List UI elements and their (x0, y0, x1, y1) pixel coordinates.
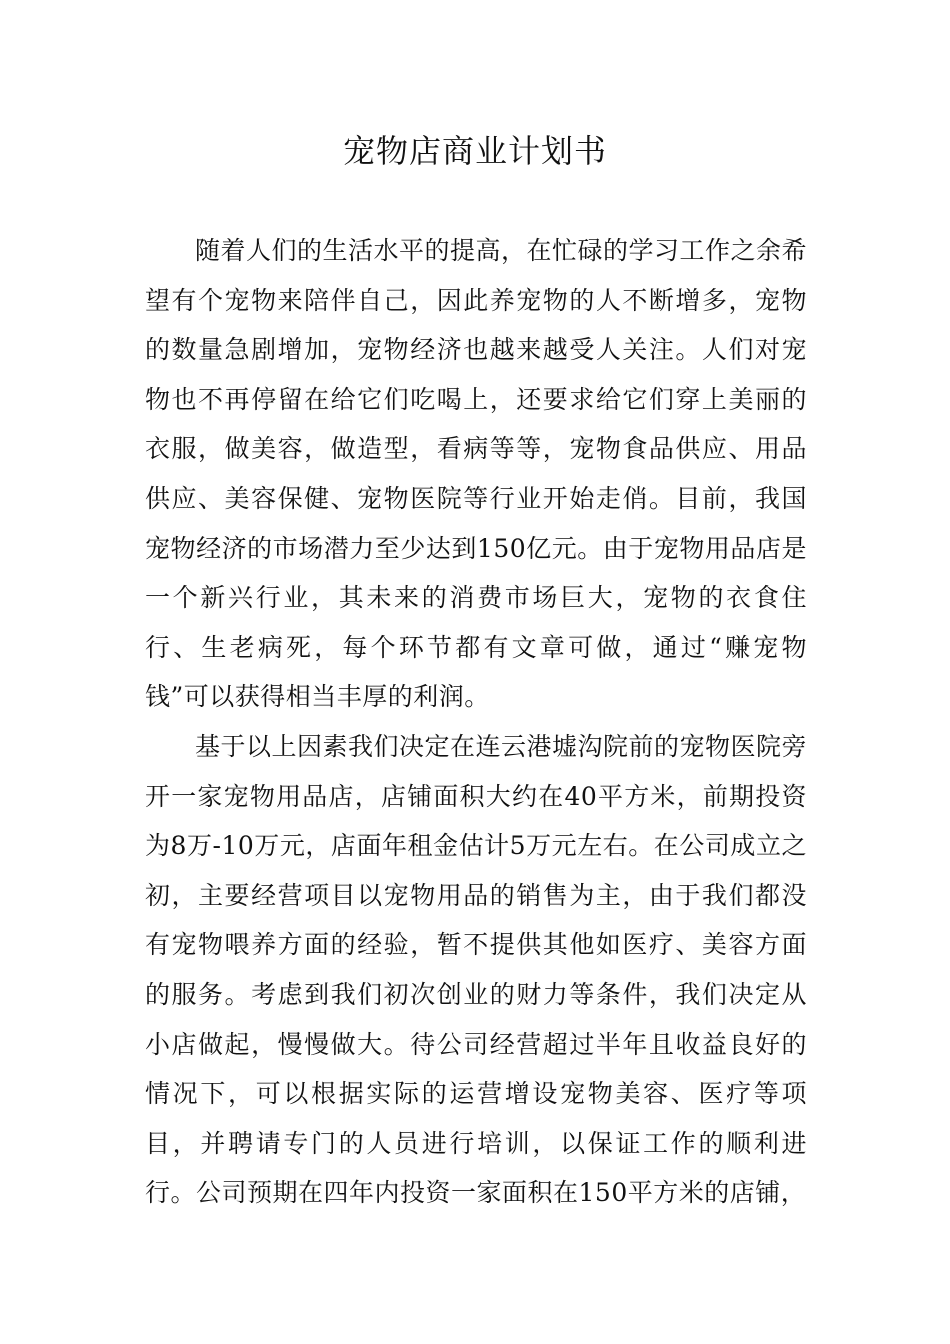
paragraph-2: 基于以上因素我们决定在连云港墟沟院前的宠物医院旁开一家宠物用品店，店铺面积大约在40平方米，前期投资为8万-10万元，店面年租金估计5万元左右。在公司成立之初，主要经营项目以宠物用品的销售为主，由于我们都没有宠物喂养方面的经验，暂不提供其他如医疗、美容方面的服务。考虑到我们初次创业的财力等条件，我们决定从小店做起，慢慢做大。待公司经营超过半年且收益良好的情况下，可以根据实际的运营增设宠物美容、医疗等项目，并聘请专门的人员进行培训，以保证工作的顺利进行。公司预期在四年内投资一家面积在150平方米的店铺， (145, 731, 808, 1208)
document-title: 宠物店商业计划书 (342, 132, 607, 170)
paragraph-1: 随着人们的生活水平的提高，在忙碌的学习工作之余希望有个宠物来陪伴自己，因此养宠物的人不断增多，宠物的数量急剧增加，宠物经济也越来越受人关注。人们对宠物也不再停留在给它们吃喝上，还要求给它们穿上美丽的衣服，做美容，做造型，看病等等，宠物食品供应、用品供应、美容保健、宠物医院等行业开始走俏。目前，我国宠物经济的市场潜力至少达到150亿元。由于宠物用品店是一个新兴行业，其未来的消费市场巨大，宠物的衣食住行、生老病死，每个环节都有文章可做，通过“赚宠物钱”可以获得相当丰厚的利润。 (145, 236, 808, 712)
document-body (145, 226, 807, 1218)
